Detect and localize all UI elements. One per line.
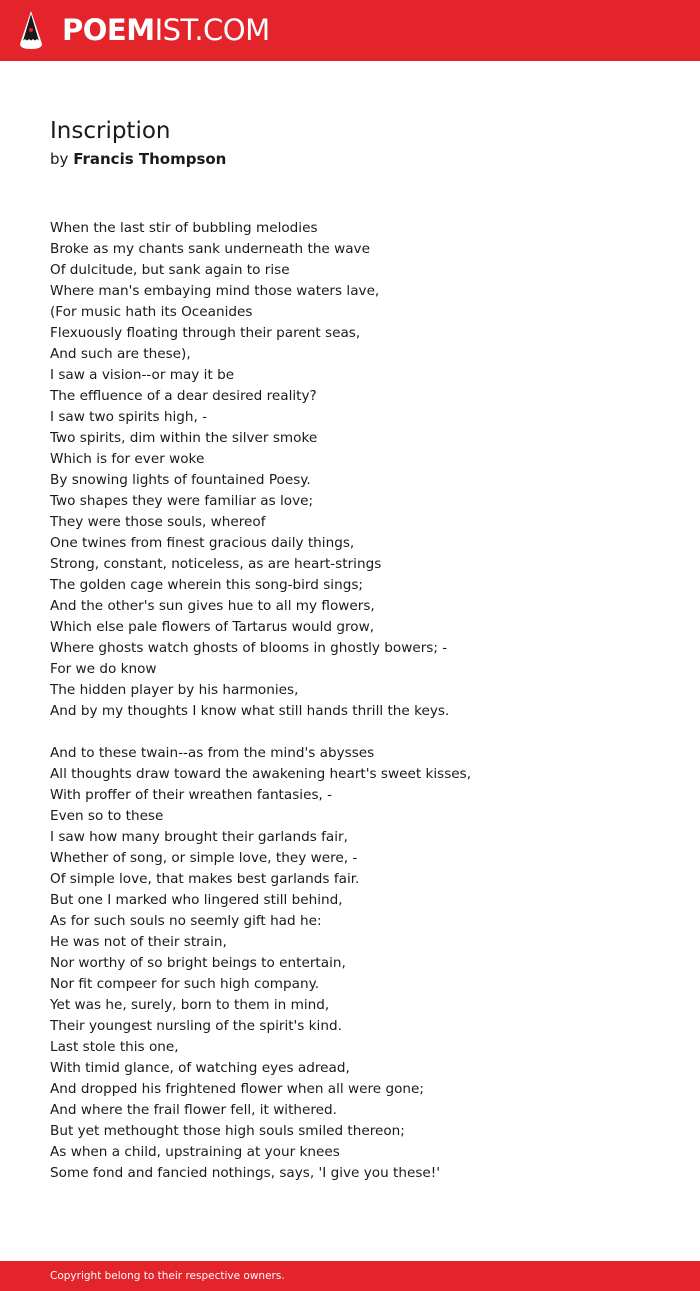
poem-line: Two shapes they were familiar as love;	[50, 493, 314, 509]
poem-line: By snowing lights of fountained Poesy.	[50, 472, 311, 488]
poem-line: As for such souls no seemly gift had he:	[50, 913, 322, 929]
poem-line: And to these twain--as from the mind's abysses	[50, 745, 375, 761]
poem-line: The hidden player by his harmonies,	[50, 682, 299, 698]
author-name: Francis Thompson	[73, 150, 227, 168]
poem-line: And by my thoughts I know what still hands thrill the keys.	[50, 703, 450, 719]
poem-line: And where the frail flower fell, it withered.	[50, 1102, 337, 1118]
poem-body	[50, 218, 670, 1184]
poem-stanza	[50, 743, 670, 1184]
poem-line: They were those souls, whereof	[50, 514, 266, 530]
poem-line: I saw how many brought their garlands fair,	[50, 829, 348, 845]
poem-line: And the other's sun gives hue to all my flowers,	[50, 598, 375, 614]
poem-line: The golden cage wherein this song-bird sings;	[50, 577, 363, 593]
poem-line: But yet methought those high souls smiled thereon;	[50, 1123, 405, 1139]
poem-line: With proffer of their wreathen fantasies, -	[50, 787, 333, 803]
pen-nib-icon[interactable]	[18, 10, 44, 50]
poem-line: Nor worthy of so bright beings to entertain,	[50, 955, 346, 971]
site-footer	[0, 1261, 700, 1291]
poem-line: With timid glance, of watching eyes adread,	[50, 1060, 350, 1076]
byline	[50, 148, 226, 170]
poem-line: Whether of song, or simple love, they were, -	[50, 850, 358, 866]
poem-line: Their youngest nursling of the spirit's kind.	[50, 1018, 342, 1034]
logo-bold-text: POEM	[62, 13, 155, 47]
poem-line: But one I marked who lingered still behind,	[50, 892, 343, 908]
poem-line: Where man's embaying mind those waters lave,	[50, 283, 380, 299]
poem-stanza	[50, 218, 670, 722]
poem-line: Where ghosts watch ghosts of blooms in ghostly bowers; -	[50, 640, 448, 656]
poem-line: And dropped his frightened flower when all were gone;	[50, 1081, 424, 1097]
poem-line: Some fond and fancied nothings, says, 'I give you these!'	[50, 1165, 440, 1181]
poem-line: Yet was he, surely, born to them in mind,	[50, 997, 330, 1013]
poem-line: All thoughts draw toward the awakening heart's sweet kisses,	[50, 766, 472, 782]
poem-line: Two spirits, dim within the silver smoke	[50, 430, 318, 446]
poem-line: Which is for ever woke	[50, 451, 205, 467]
poem-line: Of simple love, that makes best garlands fair.	[50, 871, 360, 887]
poem-line: Strong, constant, noticeless, as are heart-strings	[50, 556, 382, 572]
poem-line: The effluence of a dear desired reality?	[50, 388, 317, 404]
poem-line: Flexuously floating through their parent seas,	[50, 325, 361, 341]
by-label: by	[50, 150, 69, 168]
poem-line: Even so to these	[50, 808, 164, 824]
poem-line: I saw two spirits high, -	[50, 409, 208, 425]
poem-line: Nor fit compeer for such high company.	[50, 976, 320, 992]
poem-line: As when a child, upstraining at your knees	[50, 1144, 340, 1160]
copyright-text: Copyright belong to their respective owners.	[50, 1270, 285, 1282]
logo-light-text: IST.COM	[154, 13, 270, 47]
site-header	[0, 0, 700, 61]
poem-line: One twines from finest gracious daily things,	[50, 535, 355, 551]
poem-line: Last stole this one,	[50, 1039, 179, 1055]
poem-line: And such are these),	[50, 346, 191, 362]
poem-line: When the last stir of bubbling melodies	[50, 220, 318, 236]
poem-line: Of dulcitude, but sank again to rise	[50, 262, 290, 278]
poem-line: Broke as my chants sank underneath the wave	[50, 241, 370, 257]
poem-line: (For music hath its Oceanides	[50, 304, 253, 320]
poem-title: Inscription	[50, 118, 171, 144]
site-logo[interactable]	[62, 12, 270, 48]
poem-line: He was not of their strain,	[50, 934, 227, 950]
poem-line: Which else pale flowers of Tartarus would grow,	[50, 619, 375, 635]
poem-line: For we do know	[50, 661, 157, 677]
poem-line: I saw a vision--or may it be	[50, 367, 235, 383]
